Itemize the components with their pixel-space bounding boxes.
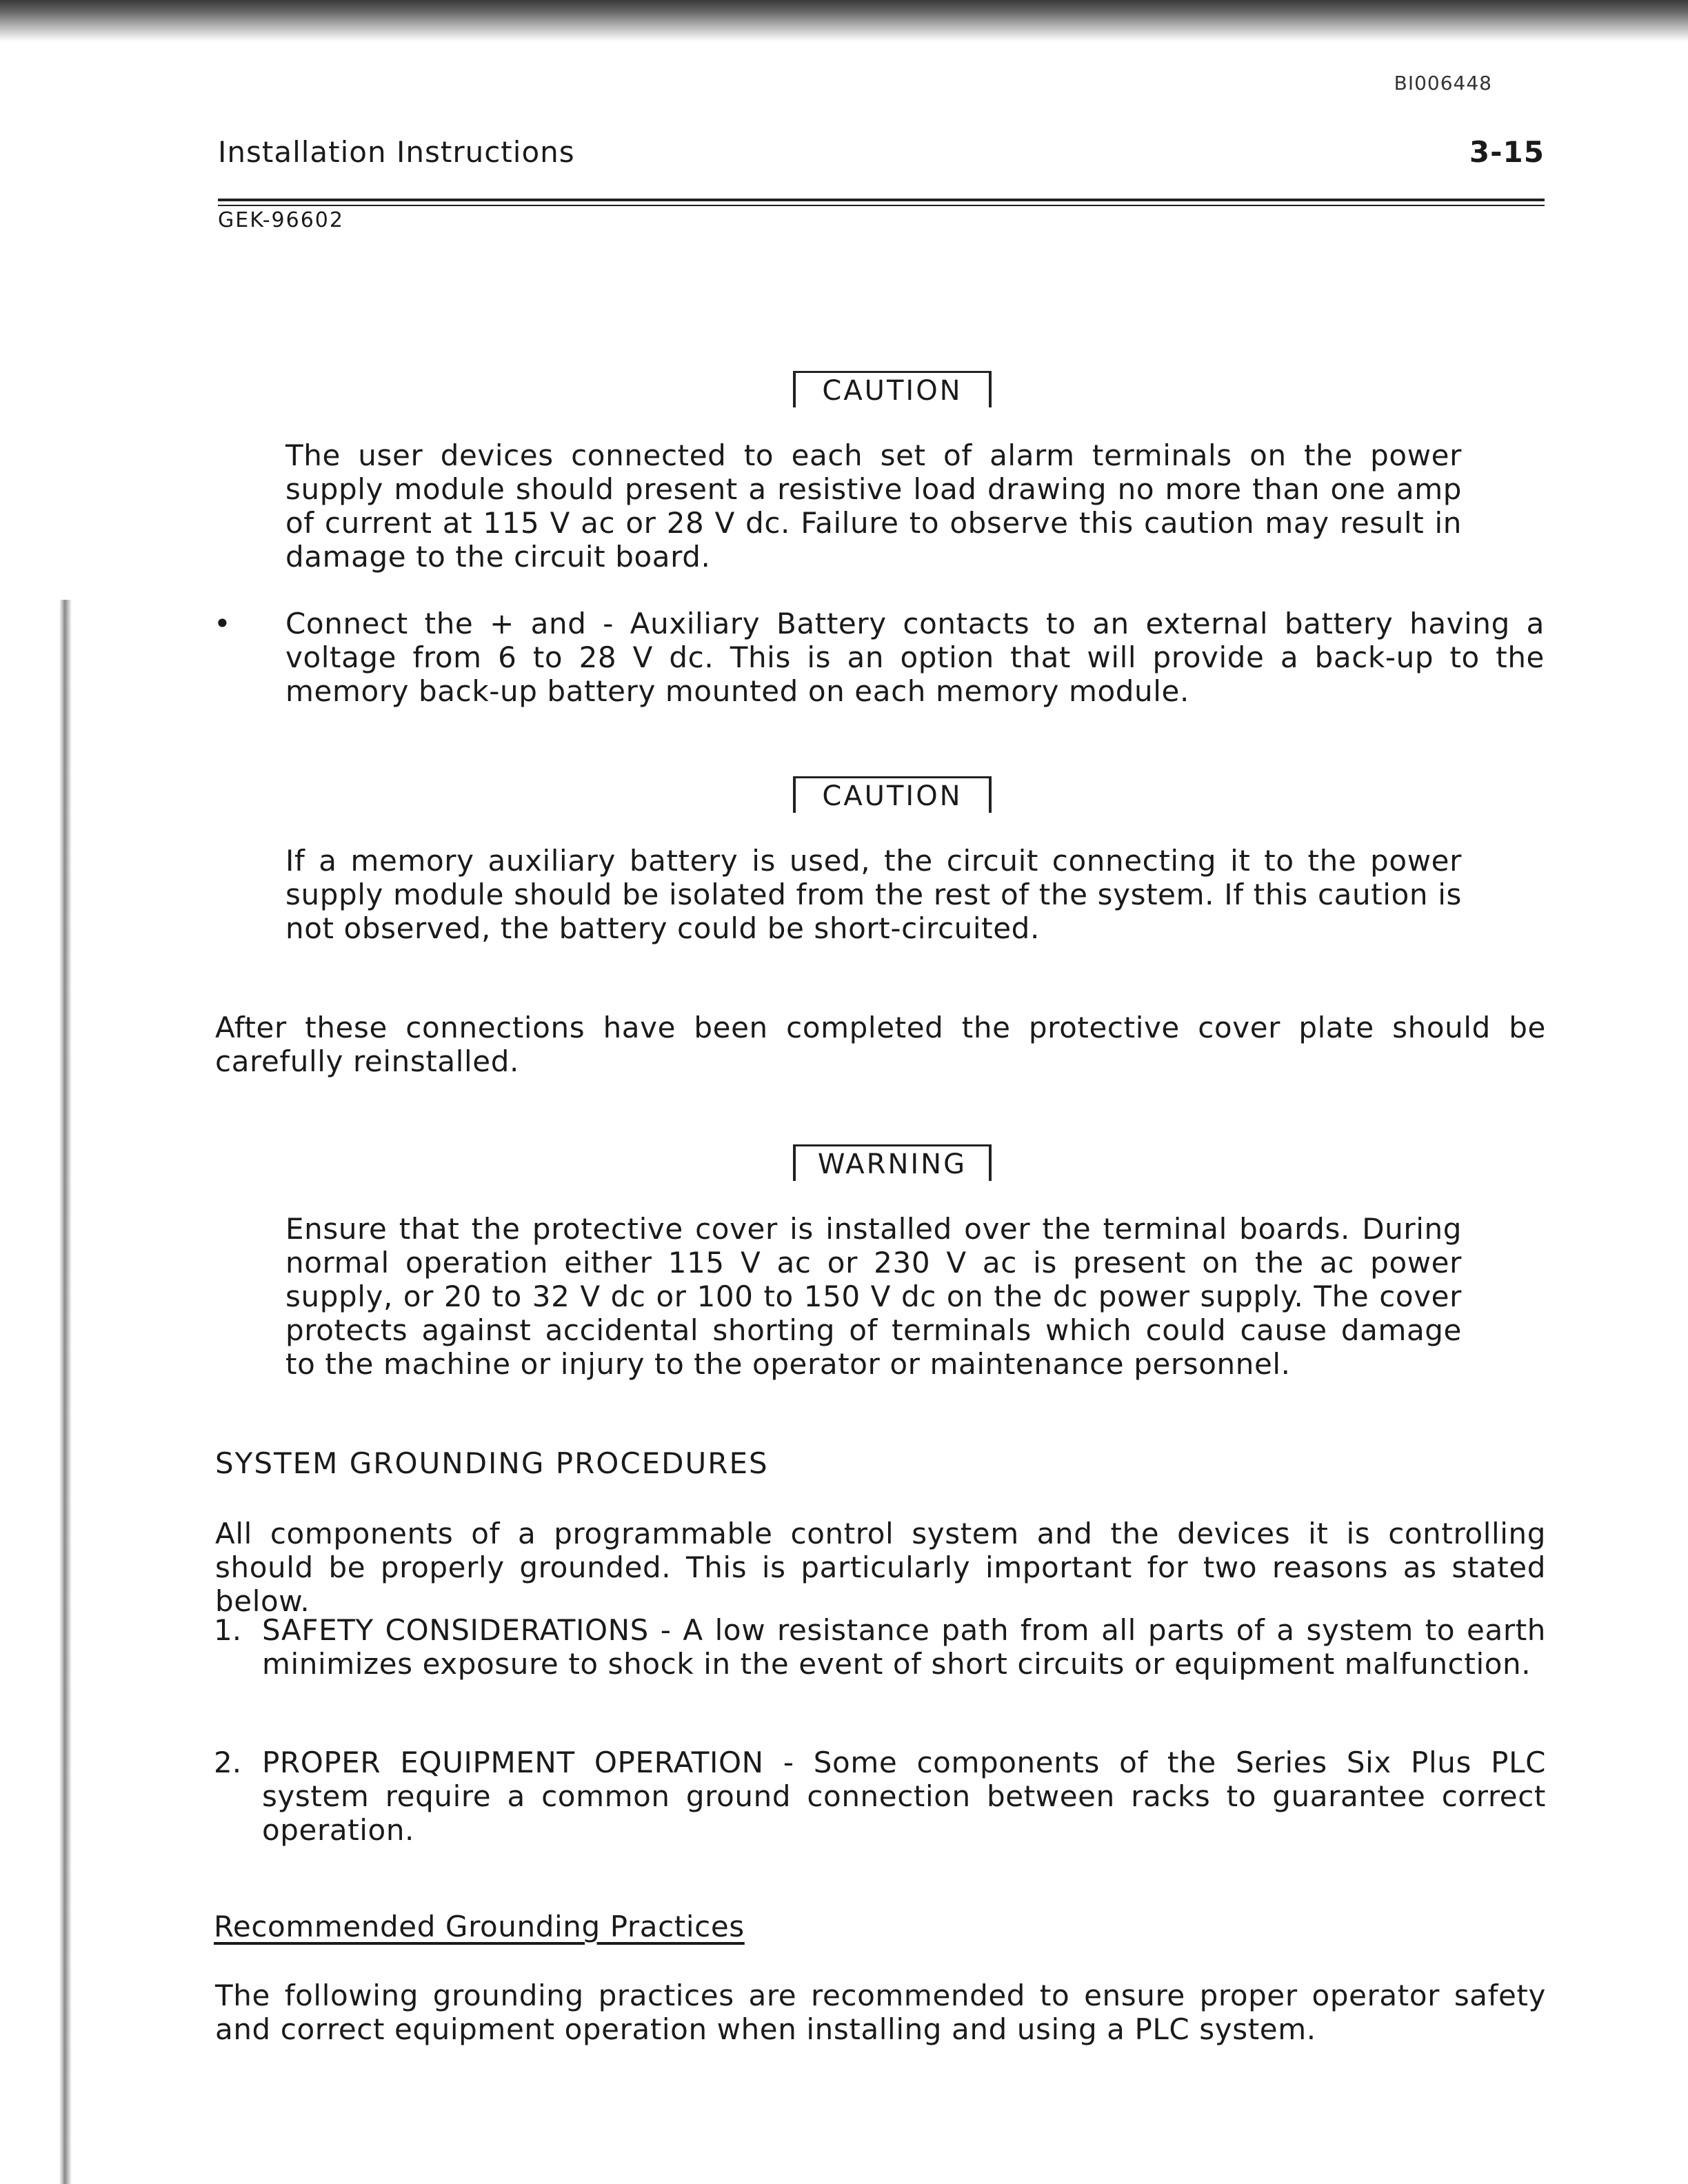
caution-text-1: The user devices connected to each set of alarm terminals on the power supply module should present a resistive load drawing no more than one amp of current at 115 V ac or 28 V dc. Failure to observe this caution may result in damage to the circuit board. (285, 438, 1462, 574)
caution-label-2: CAUTION (793, 776, 992, 813)
caution-label-1: CAUTION (793, 371, 992, 407)
grounding-intro: All components of a programmable control system and the devices it is controlling should be properly grounded. This is particularly important for two reasons as stated below. (215, 1517, 1546, 1618)
list-item-number-1: 1. (214, 1613, 242, 1647)
list-item-equipment-operation: PROPER EQUIPMENT OPERATION - Some components of the Series Six Plus PLC system require a common ground connection between racks to guarantee correct operation. (262, 1746, 1546, 1847)
warning-text: Ensure that the protective cover is installed over the terminal boards. During normal operation either 115 V ac or 230 V ac is present on the ac power supply, or 20 to 32 V dc or 100 to 150 V dc on the dc power supply. The cover protects against accidental shorting of terminals which could cause damage to the machine or injury to the operator or maintenance personnel. (285, 1212, 1462, 1381)
section-heading-grounding: SYSTEM GROUNDING PROCEDURES (215, 1446, 769, 1480)
page-header (218, 135, 1545, 169)
list-item-number-2: 2. (214, 1746, 242, 1779)
warning-label: WARNING (793, 1144, 992, 1181)
page-number: 3-15 (1469, 135, 1545, 169)
caution-text-2: If a memory auxiliary battery is used, the circuit connecting it to the power supply module should be isolated from the rest of the system. If this caution is not observed, the battery could be short-circuited. (285, 844, 1462, 945)
bullet-symbol: • (214, 607, 231, 640)
header-rule-thin (218, 205, 1545, 206)
list-item-safety: SAFETY CONSIDERATIONS - A low resistance path from all parts of a system to earth minimizes exposure to shock in the event of short circuits or equipment malfunction. (262, 1613, 1546, 1681)
document-code: GEK-96602 (218, 208, 344, 232)
header-rule (218, 199, 1545, 201)
grounding-practices-text: The following grounding practices are recommended to ensure proper operator safety and correct equipment operation when installing and using a PLC system. (215, 1979, 1546, 2046)
after-connections-text: After these connections have been completed the protective cover plate should be carefully reinstalled. (215, 1011, 1546, 1078)
header-title: Installation Instructions (218, 135, 575, 169)
bullet-text-auxiliary-battery: Connect the + and - Auxiliary Battery contacts to an external battery having a voltage from 6 to 28 V dc. This is an option that will provide a back-up to the memory back-up battery mounted on each memory module. (285, 607, 1545, 708)
subheading-grounding-practices: Recommended Grounding Practices (214, 1910, 745, 1943)
document-id: BI006448 (1394, 72, 1492, 94)
